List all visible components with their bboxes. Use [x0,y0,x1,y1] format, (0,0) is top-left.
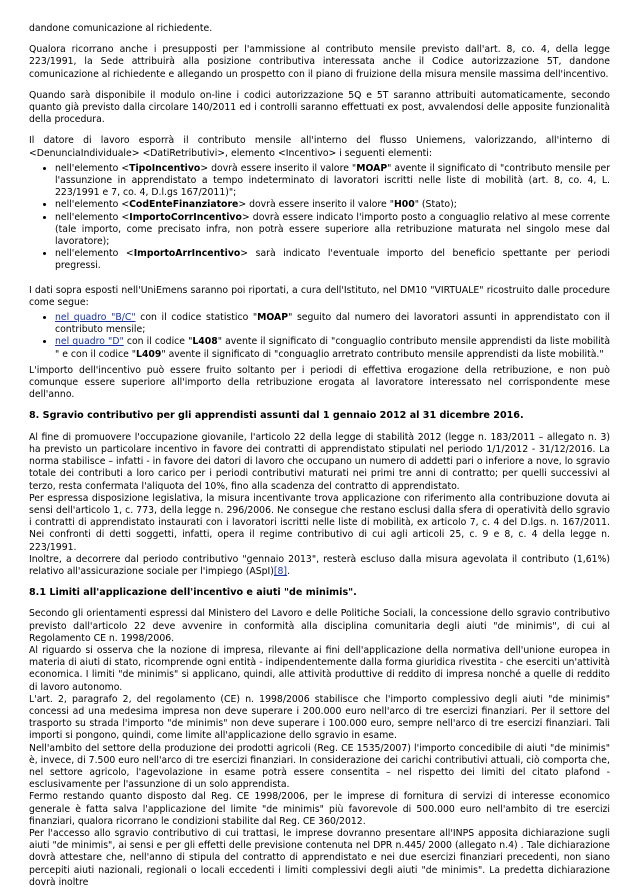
paragraph-aspi: Inoltre, a decorrere dal periodo contributivo "gennaio 2013", resterà escluso dalla misura agevolata il contributo (1,61%) relativo all'assicurazione sociale per l'impiego (ASpI)[8]. [29,553,610,577]
paragraph-servizi-interesse: Fermo restando quanto disposto dal Reg. CE 1998/2006, per le imprese di fornitura di servizi di interesse economico generale è fatta salva l'applicazione del limite "de minimis" più favorevole di 500.000 euro nell'ambito di tre esercizi finanziari, qualora ricorrano le condizioni stabilite dal Reg. CE 360/2012. [29,791,610,827]
paragraph-importo-incentivo: L'importo dell'incentivo può essere fruito soltanto per i periodi di effettiva erogazione della retribuzione, e non può comunque essere superiore all'importo della retribuzione erogata al lavoratore interessato nel corrispondente mese dell'anno. [29,364,610,401]
paragraph-disposizione-legislativa: Per espressa disposizione legislativa, la misura incentivante trova applicazione con riferimento alla contribuzione dovuta ai sensi dell'articolo 1, c. 773, della legge n. 296/2006. Ne consegue che restano esclusi dalla sfera di operatività dello sgravio i contratti di apprendistato instaurati con i lavoratori iscritti nelle liste di mobilità, ex articolo 7, c. 4 del D.lgs. n. 167/2011. Nei confronti di detti soggetti, infatti, opera il regime contributivo di cui agli articoli 25, c. 9 e 8, c. 4 della legge n. 223/1991. [29,492,610,553]
list-item: • nell'elemento <TipoIncentivo> dovrà essere inserito il valore "MOAP" avente il significato di "contributo mensile per l'assunzione in apprendistato a tempo indeterminato di lavoratori iscritti nelle liste di mobilità (art. 8, co. 4, L. 223/1991 e 7, co. 4, D.l.gs 167/2011)"; [55,163,610,200]
list-item: • nell'elemento <CodEnteFinanziatore> dovrà essere inserito il valore "H00" (Stato); [55,199,610,211]
dm10-quadro-list [29,312,610,361]
paragraph-modulo-online: Quando sarà disponibile il modulo on-line i codici autorizzazione 5Q e 5T saranno attribuiti automaticamente, secondo quanto già previsto dalla circolare 140/2011 ed i controlli saranno effettuati ex post, avvalendosi delle apposite funzionalità della procedura. [29,89,610,126]
section-heading-8-1: 8.1 Limiti all'applicazione dell'incentivo e aiuti "de minimis". [29,587,357,599]
section-heading-8: 8. Sgravio contributivo per gli apprendisti assunti dal 1 gennaio 2012 al 31 dicembre 2016. [29,410,524,422]
paragraph-dichiarazione: Per l'accesso allo sgravio contributivo di cui trattasi, le imprese dovranno presentare all'INPS apposita dichiarazione sugli aiuti "de minimis", ai sensi e per gli effetti delle previsione contenuta nel DPR n.445/ 2000 (allegato n.4) . Tale dichiarazione dovrà attestare che, nell'anno di stipula del contratto di apprendistato e nei due esercizi finanziari precedenti, non siano percepiti aiuti nazionali, regionali o locali eccedenti i limiti complessivi degli aiuti "de minimis". La predetta dichiarazione dovrà inoltre [29,827,610,888]
list-item: • nel quadro "B/C" con il codice statistico "MOAP" seguito dal numero dei lavoratori assunti in apprendistato con il contributo mensile; [55,312,610,336]
footnote-link[interactable]: [8] [273,565,288,577]
quadro-d-link[interactable]: nel quadro "D" [55,336,124,348]
paragraph-intro: dandone comunicazione al richiedente. [29,23,213,34]
list-item: • nell'elemento <ImportoCorrIncentivo> dovrà essere indicato l'importo posto a conguaglio relativo al mese corrente (tale importo, come precisato infra, non potrà essere superiore alla retribuzione maturata nel singolo mese dal lavoratore); [55,212,610,249]
paragraph-settore-agricolo: Nell'ambito del settore della produzione dei prodotti agricoli (Reg. CE 1535/2007) l'importo concedibile di aiuti "de minimis" è, invece, di 7.500 euro nell'arco di tre esercizi finanziari. In considerazione dei carichi contributivi attuali, ciò comporta che, nel settore agricolo, l'agevolazione in esame potrà essere consentita – nel rispetto dei limiti del citato plafond - esclusivamente per l'assunzione di un solo apprendista. [29,742,610,791]
uniemens-element-list [29,163,610,273]
list-item: • nel quadro "D" con il codice "L408" avente il significato di "conguaglio contributo mensile apprendisti da liste mobilità " e con il codice "L409" avente il significato di "conguaglio arretrato contributo mensile apprendisti da liste mobilità." [55,336,610,360]
paragraph-nozione-impresa: Al riguardo si osserva che la nozione di impresa, rilevante ai fini dell'applicazione della normativa dell'unione europea in materia di aiuti di stato, ricomprende ogni entità - indipendentemente dalla forma giuridica rivestita - che eserciti un'attività economica. I limiti "de minimis" si applicano, quindi, alle attività produttive di reddito di impresa nonché a quelle di reddito di lavoro autonomo. [29,644,610,693]
quadro-bc-link[interactable]: nel quadro "B/C" [55,312,136,324]
paragraph-uniemens: Il datore di lavoro esporrà il contributo mensile all'interno del flusso Uniemens, valorizzando, all'interno di <DenunciaIndividuale> <DatiRetributivi>, elemento <Incentivo> i seguenti elementi: [29,135,610,159]
list-item: • nell'elemento <ImportoArrIncentivo> sarà indicato l'eventuale importo del beneficio spettante per periodi pregressi. [55,248,610,272]
paragraph-stabilita-2012: Al fine di promuovere l'occupazione giovanile, l'articolo 22 della legge di stabilità 2012 (legge n. 183/2011 – allegato n. 3) ha previsto un particolare incentivo in favore dei contratti di apprendistato stipulati nel periodo 1/1/2012 - 31/12/2016. La norma stabilisce – infatti - in favore dei datori di lavoro che occupano un numero di addetti pari o inferiore a nove, lo sgravio totale dei contributi a loro carico per i periodi contributivi maturati nei primi tre anni di contratto; per quelli successivi al terzo, resta confermata l'aliquota del 10%, fino alla scadenza del contratto di apprendistato. [29,431,610,492]
paragraph-dm10: I dati sopra esposti nell'UniEmens saranno poi riportati, a cura dell'Istituto, nel DM10 "VIRTUALE" ricostruito dalle procedure come segue: [29,284,610,308]
paragraph-contributo-mensile: Qualora ricorrano anche i presupposti per l'ammissione al contributo mensile previsto dall'art. 8, co. 4, della legge 223/1991, la Sede attribuirà alla posizione contributiva interessata anche il Codice autorizzazione 5T, dandone comunicazione al richiedente e allegando un prospetto con il piano di fruizione della misura mensile massima dell'incentivo. [29,44,610,80]
paragraph-regolamento: L'art. 2, paragrafo 2, del regolamento (CE) n. 1998/2006 stabilisce che l'importo complessivo degli aiuti "de minimis" concessi ad una medesima impresa non deve superare i 200.000 euro nell'arco di tre esercizi finanziari. Per il settore del trasporto su strada l'importo "de minimis" non deve superare i 100.000 euro, sempre nell'arco di tre esercizi finanziari. Tali importi si pongono, quindi, come limite all'applicazione dello sgravio in esame. [29,693,610,742]
paragraph-orientamenti: Secondo gli orientamenti espressi dal Ministero del Lavoro e delle Politiche Sociali, la concessione dello sgravio contributivo previsto dall'articolo 22 deve avvenire in conformità alla disciplina comunitaria degli aiuti "de minimis", di cui al Regolamento CE n. 1998/2006. [29,608,610,644]
